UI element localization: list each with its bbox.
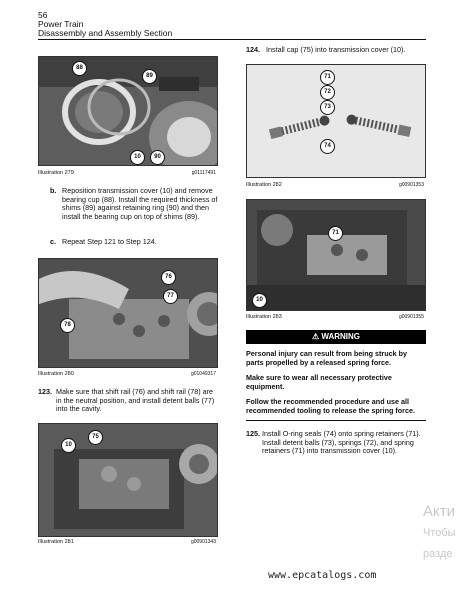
illustration-281-code: g00901343	[190, 539, 216, 545]
warning-banner	[246, 330, 426, 344]
step-c-text: Repeat Step 121 to Step 124.	[62, 237, 157, 246]
callout-77: 77	[163, 289, 178, 304]
step-123-text: Make sure that shift rail (76) and shift rail (78) are in the neutral position, and install detent balls (77) into the cavity.	[56, 387, 215, 414]
step-124-text: Install cap (75) into transmission cover (10).	[266, 45, 406, 54]
illustration-281-label: Illustration 281	[38, 539, 74, 545]
warning-paragraph-3: Follow the recommended procedure and use all recommended tooling to release the spring force.	[246, 397, 415, 415]
illustration-279-photo	[38, 56, 218, 166]
illustration-283-label: Illustration 283	[246, 314, 282, 320]
step-c-label: c.	[50, 237, 56, 246]
step-123-number: 123.	[38, 387, 52, 396]
warning-paragraph-1: Personal injury can result from being struck by parts propelled by a released spring force.	[246, 349, 407, 367]
illustration-282-photo	[246, 64, 426, 178]
callout-78: 78	[60, 318, 75, 333]
callout-90: 90	[150, 150, 165, 165]
callout-10: 10	[61, 438, 76, 453]
illustration-280-photo	[38, 258, 218, 368]
callout-10: 10	[130, 150, 145, 165]
callout-88: 88	[72, 61, 87, 76]
step-125-number: 125.	[246, 429, 260, 438]
callout-71: 71	[328, 226, 343, 241]
step-b-label: b.	[50, 186, 57, 195]
warning-triangle-icon: ⚠	[311, 332, 320, 341]
illustration-283-code: g00901355	[398, 314, 424, 320]
callout-75: 75	[88, 430, 103, 445]
header-rule	[38, 39, 426, 40]
callout-73: 73	[320, 100, 335, 115]
step-125-text: Install O-ring seals (74) onto spring retainers (71). Install detent balls (73), springs (72), and spring retainers (71) into transmission cover (10).	[262, 429, 421, 456]
callout-71: 71	[320, 70, 335, 85]
callout-10: 10	[252, 293, 267, 308]
callout-72: 72	[320, 85, 335, 100]
warning-paragraph-2: Make sure to wear all necessary protective equipment.	[246, 373, 392, 391]
activation-watermark-line3: разде	[423, 548, 453, 560]
warning-title: WARNING	[321, 332, 361, 341]
callout-76: 76	[161, 270, 176, 285]
activation-watermark-line1: Акти	[423, 503, 455, 520]
step-124-number: 124.	[246, 45, 260, 54]
illustration-279-code: g01117491	[191, 170, 216, 176]
section-title: Disassembly and Assembly Section	[38, 28, 173, 38]
illustration-280-label: Illustration 280	[38, 371, 74, 377]
callout-74: 74	[320, 139, 335, 154]
callout-89: 89	[142, 69, 157, 84]
step-b-text: Reposition transmission cover (10) and remove bearing cup (88). Install the required thickness of shims (89) against retaining ring (90) and then install the bearing cup on top of shims (89).	[62, 186, 218, 221]
manual-title: Power Train	[38, 19, 84, 29]
illustration-280-code: g01049317	[190, 371, 216, 377]
warning-rule	[246, 420, 426, 421]
activation-watermark-line2: Чтобы	[423, 527, 456, 539]
illustration-282-code: g00901353	[398, 182, 424, 188]
site-url: www.epcatalogs.com	[268, 570, 377, 581]
page-number: 56	[38, 10, 48, 20]
illustration-283-photo	[246, 199, 426, 311]
illustration-282-label: Illustration 282	[246, 182, 282, 188]
illustration-279-label: Illustration 279	[38, 170, 74, 176]
